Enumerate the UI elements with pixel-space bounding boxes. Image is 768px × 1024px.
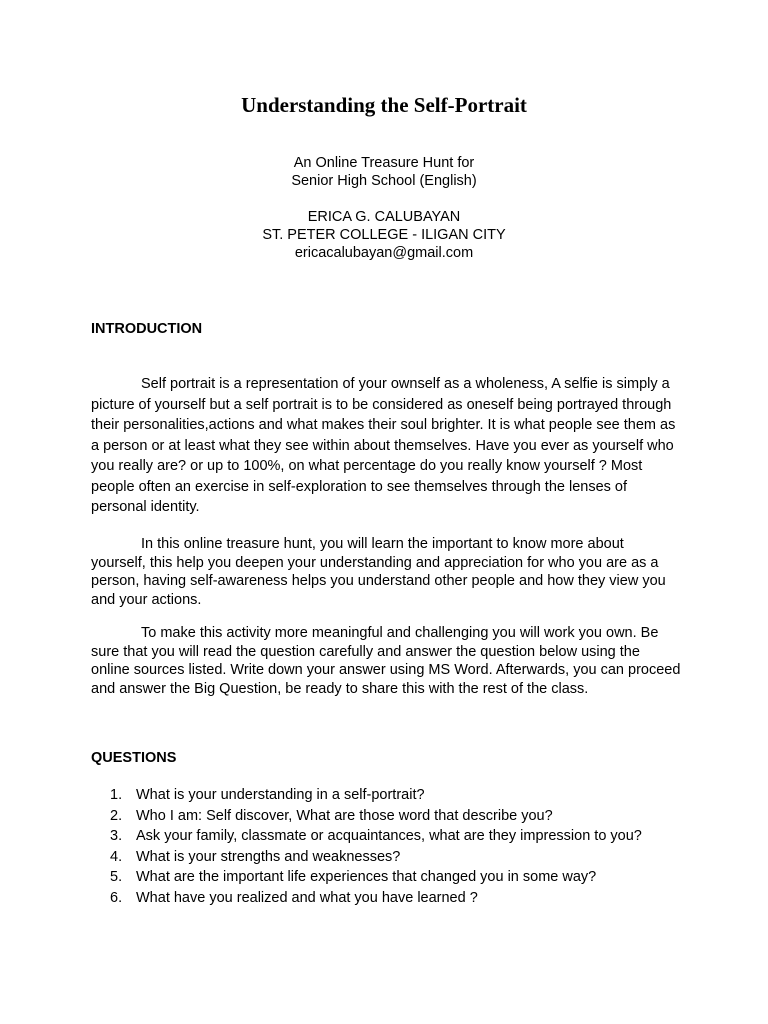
author-email: ericacalubayan@gmail.com — [294, 245, 474, 261]
question-text: Who I am: Self discover, What are those word that describe you? — [136, 807, 553, 824]
document-title: Understanding the Self-Portrait — [241, 93, 527, 117]
question-text: What is your strengths and weaknesses? — [136, 848, 401, 865]
questions-heading: QUESTIONS — [91, 750, 177, 766]
intro-paragraph-3: To make this activity more meaningful and challenging you will work you own. Be sure that you will read the question carefully and answer the question below using the online sources listed. Write down your answer using MS Word. Afterwards, you can proceed and answer the Big Question, be ready to share this with the rest of the class. — [91, 625, 681, 697]
introduction-heading: INTRODUCTION — [91, 321, 203, 337]
intro-paragraph-1: Self portrait is a representation of your ownself as a wholeness, A selfie is simply a picture of yourself but a self portrait is to be considered as oneself being portrayed through their personalities,actions and what makes their soul brighter. It is what people see them as a person or at least what they see within about themselves. Have you ever as yourself who you really are? or up to 100%, on what percentage do you really know yourself ? Most people often an exercise in self-exploration to see themselves through the lenses of personal identity. — [91, 376, 676, 515]
question-item — [110, 847, 642, 868]
author-name: ERICA G. CALUBAYAN — [307, 209, 461, 225]
questions-list — [110, 785, 642, 908]
subtitle-line: Senior High School (English) — [291, 173, 477, 189]
question-text: What have you realized and what you have learned ? — [136, 889, 478, 906]
question-number: 2. — [110, 807, 123, 824]
question-text: What are the important life experiences that changed you in some way? — [136, 869, 597, 885]
question-number: 6. — [110, 889, 123, 906]
question-item — [110, 785, 642, 806]
question-number: 5. — [110, 869, 123, 885]
question-item — [110, 806, 642, 827]
author-institution: ST. PETER COLLEGE - ILIGAN CITY — [262, 227, 506, 243]
author-block — [0, 208, 768, 262]
subtitle-block — [0, 154, 768, 190]
question-item — [110, 826, 642, 847]
question-item — [110, 888, 642, 909]
subtitle-line: An Online Treasure Hunt for — [293, 155, 475, 171]
question-number: 1. — [110, 787, 123, 803]
question-number: 3. — [110, 828, 123, 844]
question-text: Ask your family, classmate or acquaintances, what are they impression to you? — [136, 828, 642, 844]
question-text: What is your understanding in a self-portrait? — [136, 787, 425, 803]
question-item — [110, 867, 642, 888]
question-number: 4. — [110, 848, 123, 865]
intro-paragraph-2: In this online treasure hunt, you will learn the important to know more about yourself, this help you deepen your understanding and appreciation for who you are as a person, having self-awareness helps you understand other people and how they view you and your actions. — [91, 536, 666, 608]
